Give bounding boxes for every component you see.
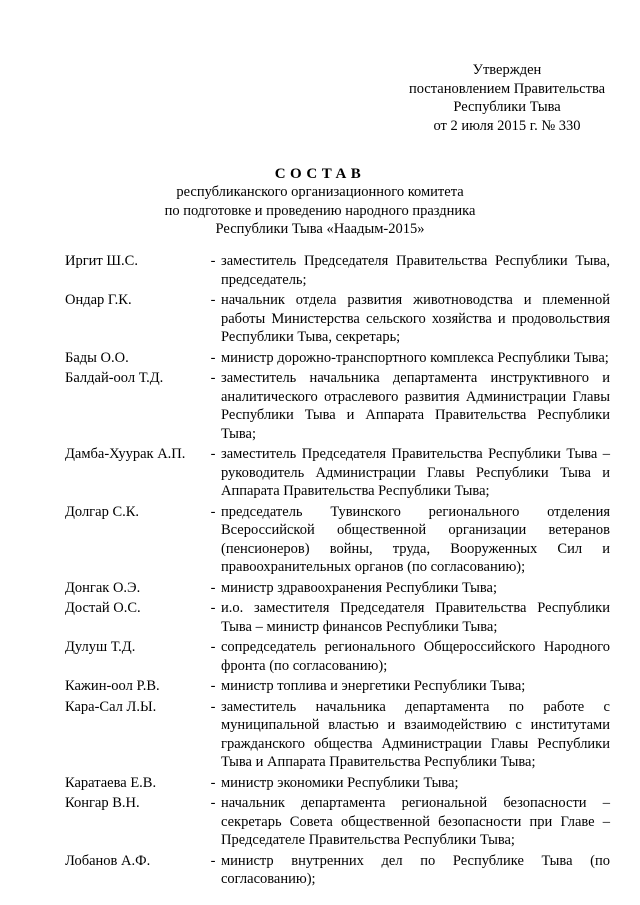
member-role: начальник департамента региональной безопасности – секретарь Совета общественной безопасности при Главе – Председателе Правительства Республики Тыва; bbox=[221, 795, 610, 848]
member-name: Балдай-оол Т.Д. bbox=[65, 370, 164, 386]
document-subtitle bbox=[0, 183, 640, 239]
member-separator: - bbox=[210, 698, 216, 715]
member-name: Конгар В.Н. bbox=[65, 795, 140, 811]
approval-line: от 2 июля 2015 г. № 330 bbox=[433, 117, 581, 134]
member-name: Дулуш Т.Д. bbox=[65, 639, 136, 655]
member-separator: - bbox=[210, 446, 216, 462]
member-separator: - bbox=[210, 349, 216, 366]
member-role: заместитель Председателя Правительства Республики Тыва, председатель; bbox=[221, 253, 610, 288]
member-name: Достай О.С. bbox=[65, 600, 141, 616]
member-name: Лобанов А.Ф. bbox=[65, 852, 151, 869]
member-separator: - bbox=[210, 292, 216, 308]
member-role: заместитель начальника департамента по работе с муниципальной властью и взаимодействию с институтами гражданского общества Администрации Главы Республики Тыва и Аппарата Правительства Республики Тыва; bbox=[221, 698, 610, 770]
member-role: министр внутренних дел по Республике Тыва (по согласованию); bbox=[221, 852, 610, 887]
member-name: Ондар Г.К. bbox=[65, 292, 132, 308]
member-role: министр дорожно-транспортного комплекса Республики Тыва; bbox=[221, 349, 609, 366]
member-row bbox=[65, 445, 610, 501]
member-role: министр экономики Республики Тыва; bbox=[221, 774, 459, 791]
member-name: Каратаева Е.В. bbox=[65, 774, 157, 791]
member-separator: - bbox=[210, 579, 216, 596]
member-separator: - bbox=[210, 639, 216, 655]
member-role: министр здравоохранения Республики Тыва; bbox=[221, 579, 498, 596]
member-separator: - bbox=[210, 503, 216, 520]
member-row bbox=[65, 698, 610, 772]
member-role: заместитель начальника департамента инструктивного и аналитического отраслевого развития Администрации Главы Республики Тыва и Аппарата Правительства Республики Тыва; bbox=[221, 370, 610, 442]
member-row bbox=[65, 599, 610, 636]
member-name: Долгар С.К. bbox=[65, 503, 140, 520]
member-row bbox=[65, 794, 610, 850]
member-role: председатель Тувинского регионального отделения Всероссийской общественной организации ветеранов (пенсионеров) войны, труда, Вооруженных Сил и правоохранительных органов (по согласованию); bbox=[221, 503, 610, 575]
member-name: Иргит Ш.С. bbox=[65, 253, 138, 269]
subtitle-line: Республики Тыва «Наадым-2015» bbox=[215, 221, 425, 237]
member-role: сопредседатель регионального Общероссийского Народного фронта (по согласованию); bbox=[221, 639, 610, 674]
approval-line: Утвержден bbox=[472, 62, 542, 78]
member-role: заместитель Председателя Правительства Республики Тыва – руководитель Администрации Главы Республики Тыва и Аппарата Правительства Республики Тыва; bbox=[221, 446, 610, 499]
approval-block bbox=[392, 61, 622, 135]
member-separator: - bbox=[210, 678, 216, 694]
member-row bbox=[65, 774, 610, 793]
member-role: и.о. заместителя Председателя Правительства Республики Тыва – министр финансов Республики Тыва; bbox=[221, 600, 610, 635]
member-separator: - bbox=[210, 795, 216, 811]
member-row bbox=[65, 291, 610, 347]
member-row bbox=[65, 369, 610, 443]
member-separator: - bbox=[210, 774, 216, 791]
member-name: Кара-Сал Л.Ы. bbox=[65, 698, 157, 715]
member-row bbox=[65, 579, 610, 598]
subtitle-line: по подготовке и проведению народного праздника bbox=[164, 202, 476, 219]
member-name: Донгак О.Э. bbox=[65, 579, 141, 596]
member-row bbox=[65, 852, 610, 889]
member-row bbox=[65, 349, 610, 368]
subtitle-line: республиканского организационного комитета bbox=[176, 184, 464, 200]
member-row bbox=[65, 503, 610, 577]
member-name: Дамба-Хуурак А.П. bbox=[65, 446, 186, 462]
member-separator: - bbox=[210, 600, 216, 616]
member-row bbox=[65, 638, 610, 675]
member-row bbox=[65, 677, 610, 696]
approval-line: постановлением Правительства bbox=[408, 80, 606, 97]
member-role: министр топлива и энергетики Республики Тыва; bbox=[221, 678, 526, 694]
approval-line: Республики Тыва bbox=[453, 99, 561, 115]
member-name: Бады О.О. bbox=[65, 349, 129, 366]
member-separator: - bbox=[210, 370, 216, 386]
member-separator: - bbox=[210, 852, 216, 869]
document-title: СОСТАВ bbox=[274, 166, 366, 182]
member-row bbox=[65, 252, 610, 289]
members-list bbox=[65, 252, 610, 891]
member-role: начальник отдела развития животноводства и племенной работы Министерства сельского хозяйства и продовольствия Республики Тыва, секретарь; bbox=[221, 292, 610, 345]
member-name: Кажин-оол Р.В. bbox=[65, 678, 160, 694]
member-separator: - bbox=[210, 253, 216, 269]
